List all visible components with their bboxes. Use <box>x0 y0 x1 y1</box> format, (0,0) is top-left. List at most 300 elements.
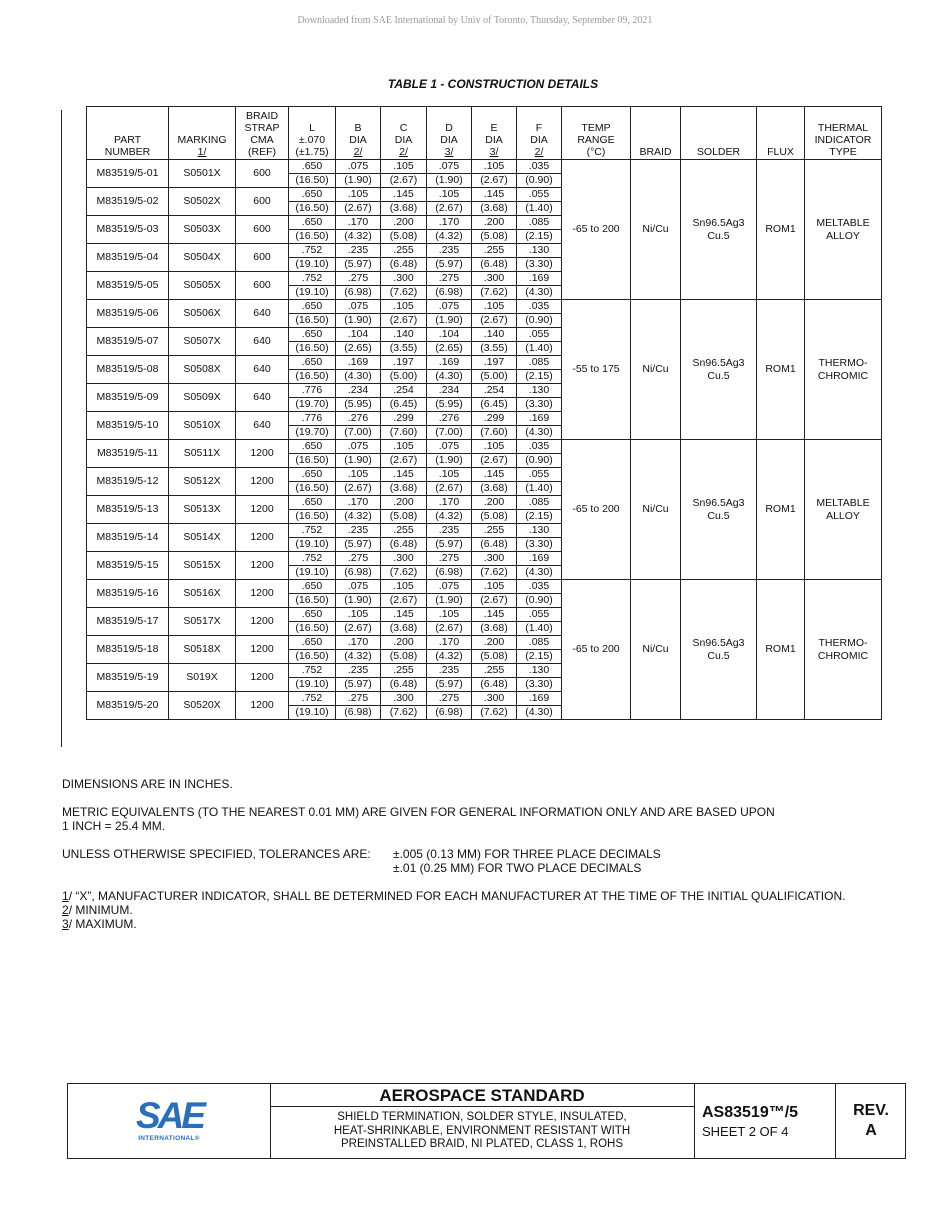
e-dia-inch-cell: .145 <box>472 188 517 202</box>
c-dia-metric-cell: (2.67) <box>381 594 427 608</box>
e-dia-metric-cell: (3.68) <box>472 622 517 636</box>
header-e-dia: E DIA 3/ <box>472 107 517 160</box>
l-metric-cell: (16.50) <box>289 594 336 608</box>
solder-line: Cu.5 <box>707 509 730 522</box>
note-tolerances <box>62 847 845 875</box>
c-dia-inch-cell: .254 <box>381 384 427 398</box>
braid-strap-cell: 1200 <box>236 552 289 580</box>
l-inch-cell: .752 <box>289 692 336 706</box>
c-dia-inch-cell: .255 <box>381 524 427 538</box>
c-dia-inch-cell: .145 <box>381 188 427 202</box>
d-dia-inch-cell: .169 <box>427 356 472 370</box>
document-cell <box>694 1084 836 1158</box>
e-dia-inch-cell: .145 <box>472 608 517 622</box>
marking-cell: S0517X <box>169 608 236 636</box>
part-number-cell: M83519/5-06 <box>87 300 169 328</box>
thermal-line: ALLOY <box>826 229 860 242</box>
b-dia-metric-cell: (1.90) <box>336 174 381 188</box>
l-metric-cell: (16.50) <box>289 314 336 328</box>
e-dia-metric-cell: (6.48) <box>472 678 517 692</box>
part-number-cell: M83519/5-09 <box>87 384 169 412</box>
f-dia-metric-cell: (3.30) <box>517 538 562 552</box>
e-dia-inch-cell: .145 <box>472 468 517 482</box>
braid-strap-cell: 1200 <box>236 524 289 552</box>
f-dia-inch-cell: .130 <box>517 384 562 398</box>
f-dia-inch-cell: .035 <box>517 580 562 594</box>
temp-range-cell: -65 to 200 <box>562 160 631 300</box>
b-dia-metric-cell: (2.67) <box>336 482 381 496</box>
b-dia-inch-cell: .075 <box>336 440 381 454</box>
note-dimensions: DIMENSIONS ARE IN INCHES. <box>62 777 233 791</box>
braid-strap-cell: 640 <box>236 328 289 356</box>
b-dia-metric-cell: (4.30) <box>336 370 381 384</box>
e-dia-inch-cell: .255 <box>472 524 517 538</box>
b-dia-metric-cell: (4.32) <box>336 230 381 244</box>
sae-logo <box>136 1095 204 1144</box>
marking-cell: S0512X <box>169 468 236 496</box>
c-dia-inch-cell: .299 <box>381 412 427 426</box>
revision: REV. A <box>853 1102 889 1139</box>
f-dia-inch-cell: .169 <box>517 692 562 706</box>
table-row <box>87 580 882 594</box>
b-dia-inch-cell: .105 <box>336 468 381 482</box>
f-dia-inch-cell: .035 <box>517 160 562 174</box>
d-dia-inch-cell: .105 <box>427 188 472 202</box>
footnote-1: 1/ “X”, MANUFACTURER INDICATOR, SHALL BE DETERMINED FOR EACH MANUFACTURER AT THE TIME OF THE INITIAL QUALIFICATION. <box>62 889 846 903</box>
d-dia-metric-cell: (1.90) <box>427 314 472 328</box>
solder-cell <box>681 440 757 580</box>
f-dia-inch-cell: .085 <box>517 216 562 230</box>
b-dia-inch-cell: .104 <box>336 328 381 342</box>
c-dia-metric-cell: (5.08) <box>381 510 427 524</box>
header-d-dia: D DIA 3/ <box>427 107 472 160</box>
b-dia-metric-cell: (7.00) <box>336 426 381 440</box>
title-block <box>67 1083 906 1159</box>
footnote-3: 3/ MAXIMUM. <box>62 917 137 931</box>
b-dia-metric-cell: (5.97) <box>336 258 381 272</box>
e-dia-metric-cell: (2.67) <box>472 314 517 328</box>
marking-cell: S0507X <box>169 328 236 356</box>
e-dia-inch-cell: .200 <box>472 216 517 230</box>
logo-cell <box>68 1084 271 1158</box>
table-row <box>87 160 882 174</box>
d-dia-metric-cell: (6.98) <box>427 706 472 720</box>
l-metric-cell: (19.10) <box>289 566 336 580</box>
c-dia-metric-cell: (3.68) <box>381 482 427 496</box>
d-dia-inch-cell: .105 <box>427 608 472 622</box>
f-dia-metric-cell: (3.30) <box>517 258 562 272</box>
c-dia-metric-cell: (7.62) <box>381 706 427 720</box>
sae-logo-mark: SAE <box>136 1095 204 1136</box>
part-number-cell: M83519/5-10 <box>87 412 169 440</box>
d-dia-inch-cell: .170 <box>427 216 472 230</box>
d-dia-inch-cell: .235 <box>427 664 472 678</box>
f-dia-metric-cell: (3.30) <box>517 398 562 412</box>
l-inch-cell: .650 <box>289 580 336 594</box>
b-dia-metric-cell: (6.98) <box>336 286 381 300</box>
d-dia-inch-cell: .075 <box>427 440 472 454</box>
e-dia-metric-cell: (7.62) <box>472 286 517 300</box>
solder-cell <box>681 300 757 440</box>
marking-cell: S0503X <box>169 216 236 244</box>
solder-line: Sn96.5Ag3 <box>692 216 745 229</box>
l-metric-cell: (16.50) <box>289 650 336 664</box>
tolerance-label: UNLESS OTHERWISE SPECIFIED, TOLERANCES ARE: <box>62 847 371 861</box>
f-dia-inch-cell: .130 <box>517 524 562 538</box>
b-dia-inch-cell: .276 <box>336 412 381 426</box>
b-dia-inch-cell: .075 <box>336 580 381 594</box>
c-dia-inch-cell: .105 <box>381 300 427 314</box>
c-dia-inch-cell: .197 <box>381 356 427 370</box>
table-row <box>87 440 882 454</box>
marking-cell: S0518X <box>169 636 236 664</box>
c-dia-metric-cell: (6.48) <box>381 678 427 692</box>
braid-strap-cell: 640 <box>236 384 289 412</box>
l-metric-cell: (16.50) <box>289 482 336 496</box>
braid-strap-cell: 1200 <box>236 692 289 720</box>
c-dia-inch-cell: .140 <box>381 328 427 342</box>
c-dia-inch-cell: .145 <box>381 468 427 482</box>
l-metric-cell: (19.70) <box>289 426 336 440</box>
solder-line: Sn96.5Ag3 <box>692 636 745 649</box>
b-dia-metric-cell: (1.90) <box>336 314 381 328</box>
e-dia-metric-cell: (5.00) <box>472 370 517 384</box>
part-number-cell: M83519/5-07 <box>87 328 169 356</box>
marking-cell: S0515X <box>169 552 236 580</box>
d-dia-inch-cell: .075 <box>427 580 472 594</box>
e-dia-inch-cell: .255 <box>472 664 517 678</box>
e-dia-metric-cell: (5.08) <box>472 650 517 664</box>
c-dia-inch-cell: .105 <box>381 160 427 174</box>
e-dia-inch-cell: .299 <box>472 412 517 426</box>
part-number-cell: M83519/5-20 <box>87 692 169 720</box>
header-l: L ±.070 (±1.75) <box>289 107 336 160</box>
l-metric-cell: (19.10) <box>289 258 336 272</box>
e-dia-inch-cell: .200 <box>472 636 517 650</box>
c-dia-inch-cell: .200 <box>381 496 427 510</box>
b-dia-inch-cell: .170 <box>336 216 381 230</box>
d-dia-inch-cell: .075 <box>427 300 472 314</box>
part-number-cell: M83519/5-16 <box>87 580 169 608</box>
b-dia-inch-cell: .234 <box>336 384 381 398</box>
header-braid-strap: BRAID STRAP CMA (REF) <box>236 107 289 160</box>
d-dia-metric-cell: (4.32) <box>427 510 472 524</box>
d-dia-metric-cell: (5.97) <box>427 678 472 692</box>
l-metric-cell: (19.10) <box>289 706 336 720</box>
braid-strap-cell: 1200 <box>236 580 289 608</box>
e-dia-inch-cell: .300 <box>472 552 517 566</box>
d-dia-metric-cell: (5.95) <box>427 398 472 412</box>
f-dia-inch-cell: .130 <box>517 244 562 258</box>
c-dia-inch-cell: .300 <box>381 692 427 706</box>
l-metric-cell: (19.10) <box>289 678 336 692</box>
f-dia-inch-cell: .085 <box>517 496 562 510</box>
e-dia-inch-cell: .105 <box>472 300 517 314</box>
b-dia-metric-cell: (4.32) <box>336 650 381 664</box>
l-inch-cell: .650 <box>289 608 336 622</box>
braid-strap-cell: 600 <box>236 244 289 272</box>
c-dia-metric-cell: (5.00) <box>381 370 427 384</box>
change-bar <box>61 110 62 747</box>
l-metric-cell: (16.50) <box>289 174 336 188</box>
b-dia-inch-cell: .275 <box>336 552 381 566</box>
b-dia-inch-cell: .075 <box>336 160 381 174</box>
header-c-dia: C DIA 2/ <box>381 107 427 160</box>
flux-cell: ROM1 <box>757 580 805 720</box>
braid-cell: Ni/Cu <box>631 440 681 580</box>
b-dia-metric-cell: (5.95) <box>336 398 381 412</box>
marking-cell: S0510X <box>169 412 236 440</box>
d-dia-metric-cell: (2.67) <box>427 202 472 216</box>
c-dia-inch-cell: .200 <box>381 216 427 230</box>
part-number-cell: M83519/5-19 <box>87 664 169 692</box>
l-metric-cell: (19.70) <box>289 398 336 412</box>
header-thermal-indicator: THERMAL INDICATOR TYPE <box>805 107 882 160</box>
d-dia-inch-cell: .170 <box>427 496 472 510</box>
l-metric-cell: (16.50) <box>289 454 336 468</box>
b-dia-inch-cell: .170 <box>336 496 381 510</box>
header-f-dia: F DIA 2/ <box>517 107 562 160</box>
header-braid: BRAID <box>631 107 681 160</box>
d-dia-metric-cell: (6.98) <box>427 566 472 580</box>
e-dia-inch-cell: .197 <box>472 356 517 370</box>
thermal-line: MELTABLE <box>816 216 870 229</box>
solder-line: Sn96.5Ag3 <box>692 356 745 369</box>
e-dia-inch-cell: .105 <box>472 580 517 594</box>
marking-cell: S0516X <box>169 580 236 608</box>
f-dia-metric-cell: (1.40) <box>517 202 562 216</box>
e-dia-metric-cell: (7.62) <box>472 706 517 720</box>
part-number-cell: M83519/5-17 <box>87 608 169 636</box>
solder-line: Cu.5 <box>707 229 730 242</box>
e-dia-inch-cell: .255 <box>472 244 517 258</box>
f-dia-metric-cell: (2.15) <box>517 230 562 244</box>
part-number-cell: M83519/5-15 <box>87 552 169 580</box>
b-dia-inch-cell: .170 <box>336 636 381 650</box>
e-dia-inch-cell: .200 <box>472 496 517 510</box>
c-dia-metric-cell: (3.68) <box>381 622 427 636</box>
flux-cell: ROM1 <box>757 440 805 580</box>
e-dia-metric-cell: (2.67) <box>472 594 517 608</box>
header-b-dia: B DIA 2/ <box>336 107 381 160</box>
c-dia-metric-cell: (6.48) <box>381 538 427 552</box>
b-dia-metric-cell: (1.90) <box>336 454 381 468</box>
solder-cell <box>681 160 757 300</box>
table-body <box>87 160 882 720</box>
d-dia-inch-cell: .235 <box>427 524 472 538</box>
l-metric-cell: (16.50) <box>289 510 336 524</box>
l-inch-cell: .650 <box>289 356 336 370</box>
c-dia-metric-cell: (2.67) <box>381 314 427 328</box>
braid-strap-cell: 600 <box>236 188 289 216</box>
l-inch-cell: .650 <box>289 188 336 202</box>
c-dia-metric-cell: (6.45) <box>381 398 427 412</box>
f-dia-inch-cell: .035 <box>517 300 562 314</box>
f-dia-metric-cell: (4.30) <box>517 706 562 720</box>
note-metric: METRIC EQUIVALENTS (TO THE NEAREST 0.01 MM) ARE GIVEN FOR GENERAL INFORMATION ONLY AND ARE BASED UPON 1 INCH = 25.4 MM. <box>62 805 775 833</box>
f-dia-metric-cell: (4.30) <box>517 426 562 440</box>
b-dia-inch-cell: .105 <box>336 188 381 202</box>
download-notice: Downloaded from SAE International by Univ of Toronto, Thursday, September 09, 2021 <box>297 15 653 26</box>
header-part-number: PART NUMBER <box>87 107 169 160</box>
d-dia-inch-cell: .276 <box>427 412 472 426</box>
standard-subtitle: SHIELD TERMINATION, SOLDER STYLE, INSULATED, HEAT-SHRINKABLE, ENVIRONMENT RESISTANT WITH PREINSTALLED BRAID, NI PLATED, CLASS 1, ROHS <box>333 1111 631 1150</box>
e-dia-metric-cell: (3.68) <box>472 482 517 496</box>
part-number-cell: M83519/5-02 <box>87 188 169 216</box>
l-inch-cell: .776 <box>289 412 336 426</box>
c-dia-metric-cell: (7.62) <box>381 286 427 300</box>
braid-strap-cell: 600 <box>236 272 289 300</box>
header-solder: SOLDER <box>681 107 757 160</box>
marking-cell: S0513X <box>169 496 236 524</box>
thermal-indicator-cell <box>805 160 882 300</box>
d-dia-metric-cell: (4.30) <box>427 370 472 384</box>
braid-cell: Ni/Cu <box>631 160 681 300</box>
f-dia-metric-cell: (0.90) <box>517 174 562 188</box>
f-dia-metric-cell: (1.40) <box>517 342 562 356</box>
f-dia-metric-cell: (0.90) <box>517 454 562 468</box>
braid-strap-cell: 640 <box>236 300 289 328</box>
f-dia-metric-cell: (1.40) <box>517 622 562 636</box>
l-inch-cell: .752 <box>289 524 336 538</box>
part-number-cell: M83519/5-13 <box>87 496 169 524</box>
b-dia-inch-cell: .235 <box>336 524 381 538</box>
braid-strap-cell: 1200 <box>236 636 289 664</box>
f-dia-metric-cell: (2.15) <box>517 650 562 664</box>
b-dia-inch-cell: .169 <box>336 356 381 370</box>
f-dia-inch-cell: .169 <box>517 272 562 286</box>
f-dia-inch-cell: .055 <box>517 328 562 342</box>
d-dia-metric-cell: (1.90) <box>427 594 472 608</box>
c-dia-inch-cell: .105 <box>381 440 427 454</box>
c-dia-metric-cell: (7.60) <box>381 426 427 440</box>
marking-cell: S0506X <box>169 300 236 328</box>
d-dia-inch-cell: .275 <box>427 272 472 286</box>
e-dia-metric-cell: (3.55) <box>472 342 517 356</box>
b-dia-metric-cell: (6.98) <box>336 706 381 720</box>
braid-strap-cell: 1200 <box>236 664 289 692</box>
b-dia-metric-cell: (2.67) <box>336 622 381 636</box>
b-dia-inch-cell: .105 <box>336 608 381 622</box>
c-dia-metric-cell: (5.08) <box>381 650 427 664</box>
d-dia-inch-cell: .235 <box>427 244 472 258</box>
c-dia-inch-cell: .300 <box>381 272 427 286</box>
part-number-cell: M83519/5-05 <box>87 272 169 300</box>
part-number-cell: M83519/5-08 <box>87 356 169 384</box>
d-dia-metric-cell: (6.98) <box>427 286 472 300</box>
part-number-cell: M83519/5-14 <box>87 524 169 552</box>
solder-line: Sn96.5Ag3 <box>692 496 745 509</box>
temp-range-cell: -55 to 175 <box>562 300 631 440</box>
part-number-cell: M83519/5-01 <box>87 160 169 188</box>
braid-strap-cell: 1200 <box>236 468 289 496</box>
f-dia-metric-cell: (3.30) <box>517 678 562 692</box>
b-dia-metric-cell: (2.67) <box>336 202 381 216</box>
c-dia-metric-cell: (3.55) <box>381 342 427 356</box>
solder-cell <box>681 580 757 720</box>
marking-cell: S0502X <box>169 188 236 216</box>
braid-strap-cell: 1200 <box>236 496 289 524</box>
part-number-cell: M83519/5-11 <box>87 440 169 468</box>
e-dia-metric-cell: (7.62) <box>472 566 517 580</box>
l-inch-cell: .752 <box>289 244 336 258</box>
table-title: TABLE 1 - CONSTRUCTION DETAILS <box>387 77 599 91</box>
e-dia-metric-cell: (6.48) <box>472 538 517 552</box>
temp-range-cell: -65 to 200 <box>562 440 631 580</box>
temp-range-cell: -65 to 200 <box>562 580 631 720</box>
sheet-number: SHEET 2 OF 4 <box>702 1124 789 1139</box>
b-dia-metric-cell: (4.32) <box>336 510 381 524</box>
l-inch-cell: .650 <box>289 300 336 314</box>
header-flux: FLUX <box>757 107 805 160</box>
d-dia-metric-cell: (4.32) <box>427 650 472 664</box>
l-metric-cell: (16.50) <box>289 202 336 216</box>
c-dia-metric-cell: (2.67) <box>381 454 427 468</box>
marking-cell: S0520X <box>169 692 236 720</box>
part-number-cell: M83519/5-03 <box>87 216 169 244</box>
f-dia-metric-cell: (0.90) <box>517 594 562 608</box>
thermal-indicator-cell <box>805 440 882 580</box>
document-number: AS83519™/5 <box>702 1104 799 1121</box>
l-metric-cell: (16.50) <box>289 622 336 636</box>
marking-cell: S0508X <box>169 356 236 384</box>
e-dia-metric-cell: (7.60) <box>472 426 517 440</box>
d-dia-metric-cell: (5.97) <box>427 538 472 552</box>
e-dia-inch-cell: .105 <box>472 160 517 174</box>
notes <box>62 777 845 931</box>
l-inch-cell: .776 <box>289 384 336 398</box>
e-dia-inch-cell: .300 <box>472 692 517 706</box>
e-dia-inch-cell: .105 <box>472 440 517 454</box>
c-dia-metric-cell: (7.62) <box>381 566 427 580</box>
l-metric-cell: (19.10) <box>289 286 336 300</box>
part-number-cell: M83519/5-18 <box>87 636 169 664</box>
d-dia-metric-cell: (5.97) <box>427 258 472 272</box>
d-dia-metric-cell: (4.32) <box>427 230 472 244</box>
thermal-line: THERMO- <box>818 636 868 649</box>
c-dia-inch-cell: .255 <box>381 664 427 678</box>
d-dia-inch-cell: .105 <box>427 468 472 482</box>
b-dia-inch-cell: .235 <box>336 664 381 678</box>
b-dia-metric-cell: (2.65) <box>336 342 381 356</box>
f-dia-inch-cell: .055 <box>517 608 562 622</box>
b-dia-inch-cell: .275 <box>336 272 381 286</box>
flux-cell: ROM1 <box>757 300 805 440</box>
d-dia-metric-cell: (2.67) <box>427 482 472 496</box>
l-inch-cell: .650 <box>289 216 336 230</box>
b-dia-metric-cell: (5.97) <box>336 678 381 692</box>
c-dia-inch-cell: .105 <box>381 580 427 594</box>
e-dia-metric-cell: (5.08) <box>472 230 517 244</box>
sae-logo-subtitle: INTERNATIONAL® <box>138 1135 200 1142</box>
braid-strap-cell: 640 <box>236 356 289 384</box>
c-dia-inch-cell: .300 <box>381 552 427 566</box>
l-metric-cell: (19.10) <box>289 538 336 552</box>
e-dia-metric-cell: (6.45) <box>472 398 517 412</box>
l-inch-cell: .752 <box>289 272 336 286</box>
thermal-indicator-cell <box>805 300 882 440</box>
d-dia-inch-cell: .275 <box>427 552 472 566</box>
e-dia-inch-cell: .300 <box>472 272 517 286</box>
solder-line: Cu.5 <box>707 649 730 662</box>
thermal-line: THERMO- <box>818 356 868 369</box>
c-dia-metric-cell: (6.48) <box>381 258 427 272</box>
f-dia-inch-cell: .035 <box>517 440 562 454</box>
marking-cell: S0504X <box>169 244 236 272</box>
standard-title: AEROSPACE STANDARD <box>270 1084 694 1107</box>
flux-cell: ROM1 <box>757 160 805 300</box>
b-dia-metric-cell: (6.98) <box>336 566 381 580</box>
